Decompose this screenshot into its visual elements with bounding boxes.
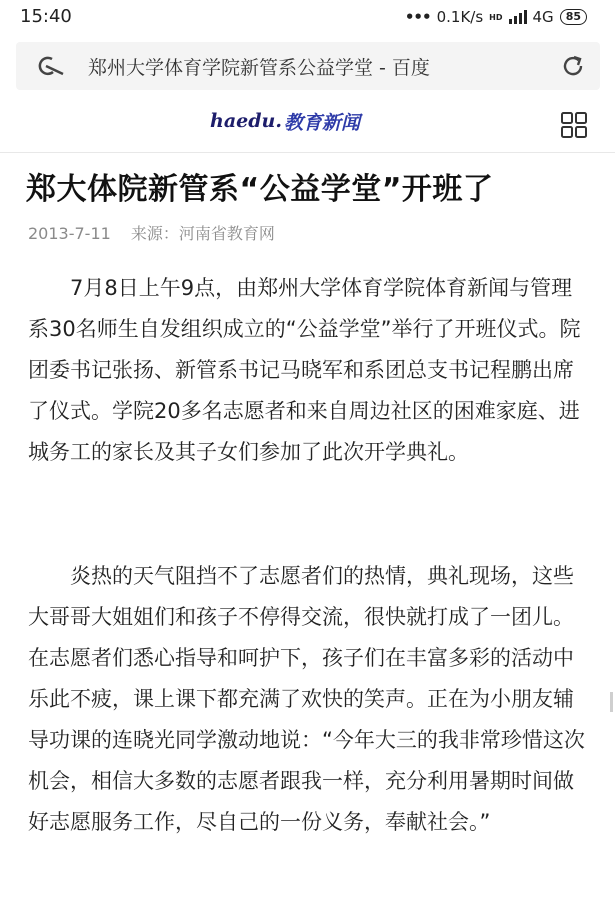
search-engine-icon[interactable] [36,54,64,78]
signal-icon [509,10,527,24]
logo-latin: haedu. [210,110,282,132]
battery-level: 85 [565,10,581,23]
address-bar[interactable] [16,42,600,90]
article-title: 郑大体院新管系“公益学堂”开班了 [26,172,494,207]
battery-icon [560,9,587,25]
status-bar [0,0,615,34]
grid-icon[interactable] [559,110,589,140]
logo-chinese: 教育新闻 [283,111,360,134]
article-date: 2013-7-11 [28,224,111,243]
status-time: 15:40 [20,6,72,27]
network-speed: 0.1K/s [436,8,484,26]
article-paragraph: 炎热的天气阻挡不了志愿者们的热情，典礼现场，这些大哥哥大姐姐们和孩子不停得交流，很快就打成了一团儿。在志愿者们悉心指导和呵护下，孩子们在丰富多彩的活动中乐此不疲，课上课下都充满了欢快的笑声。正在为小朋友辅导功课的连晓光同学激动地说：“今年大三的我非常珍惜这次机会，相信大多数的志愿者跟我一样，充分利用暑期时间做好志愿服务工作，尽自己的一份义务，奉献社会。” [28,564,585,834]
more-dots-icon: ••• [404,8,431,26]
site-header [0,96,615,153]
scroll-indicator[interactable] [610,692,613,712]
article-paragraph: 7月8日上午9点，由郑州大学体育学院体育新闻与管理系30名师生自发组织成立的“公益学堂”举行了开班仪式。院团委书记张扬、新管系书记马晓军和系团总支书记程鹏出席了仪式。学院20多名志愿者和来自周边社区的困难家庭、进城务工的家长及其子女们参加了此次开学典礼。 [28,276,581,464]
network-type: 4G [532,8,554,26]
address-text[interactable]: 郑州大学体育学院新管系公益学堂 - 百度 [88,57,430,79]
hd-label: HD [489,12,503,22]
status-indicators [405,8,587,26]
reload-icon[interactable] [560,53,586,79]
article-source: 来源：河南省教育网 [130,224,275,243]
article-meta [28,221,275,244]
site-logo[interactable] [210,106,360,136]
